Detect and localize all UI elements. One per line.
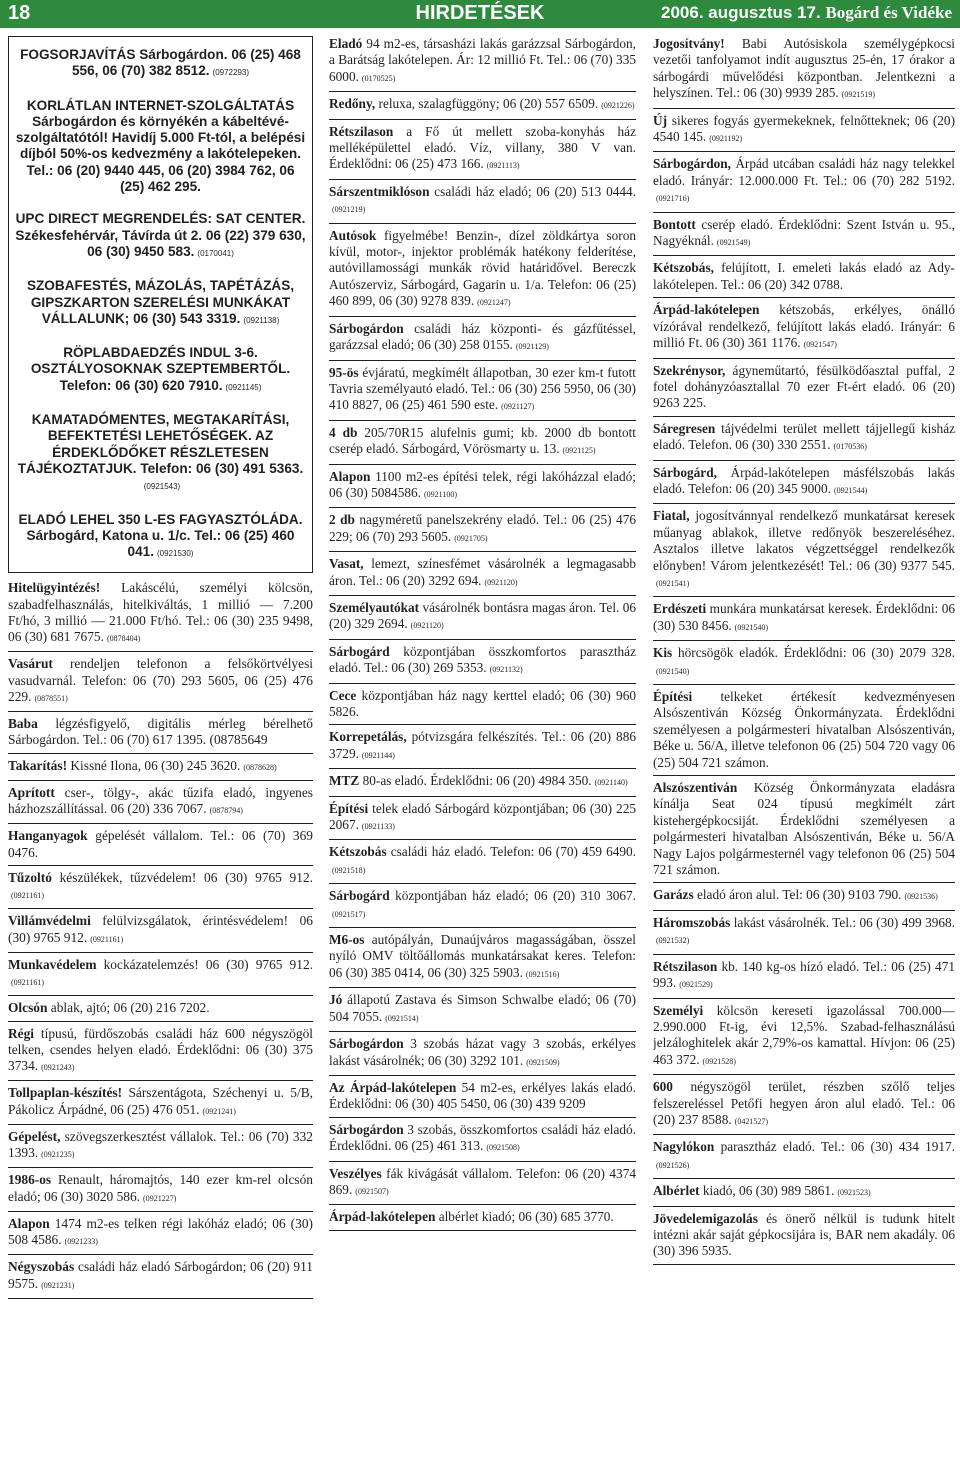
classified-ad <box>329 688 636 726</box>
ad-lead-word: Tűzoltó <box>8 869 52 885</box>
boxed-ad-text: ELADÓ LEHEL 350 L-ES FAGYASZTÓLÁDA. Sárbogárd, Katona u. 1/c. Tel.: 06 (25) 460 041. <box>18 511 303 560</box>
ad-lead-word: Olcsón <box>8 1000 48 1016</box>
column-2-ad-list <box>329 36 636 1231</box>
ad-code: (0170536) <box>833 442 867 452</box>
column-1 <box>8 36 313 1456</box>
ad-lead-word: Takarítás! <box>8 757 68 773</box>
ad-lead-word: 1986-os <box>8 1172 52 1188</box>
classified-ad <box>329 36 636 92</box>
ad-code: (0921532) <box>656 936 690 946</box>
classified-ad <box>8 957 313 997</box>
ad-text: Renault, háromajtós, 140 ezer km-rel olcsón eladó; 06 (30) 3020 586. <box>8 1172 313 1204</box>
ad-code: (0921192) <box>709 134 743 144</box>
ad-code: (0921100) <box>423 489 457 499</box>
ad-code: (0921125) <box>562 446 596 456</box>
ad-lead-word: MTZ <box>329 773 360 789</box>
ad-lead-word: Gépelést, <box>8 1128 61 1144</box>
classified-ad <box>329 1122 636 1162</box>
ad-code: (0921144) <box>361 750 395 760</box>
ad-text: pótvizsgára felkészítés. Tel.: 06 (20) 886 3729. <box>329 729 636 761</box>
ad-code: (0921161) <box>11 978 45 988</box>
ad-lead-word: Vasat, <box>329 556 364 572</box>
classified-ad <box>653 508 955 597</box>
classified-ad <box>653 887 955 910</box>
ad-text: családi ház eladó. Telefon: 06 (70) 459 6490. <box>386 844 636 860</box>
ad-lead-word: Erdészeti <box>653 601 707 617</box>
ad-lead-word: Háromszobás <box>653 914 731 930</box>
classified-ad <box>8 1085 313 1125</box>
ad-lead-word: Aprított <box>8 784 55 800</box>
ad-lead-word: Fiatal, <box>653 508 690 524</box>
classified-ad <box>8 1026 313 1082</box>
ad-code: (0170525) <box>361 73 396 83</box>
classified-ad <box>329 600 636 640</box>
column-2 <box>329 36 636 1456</box>
ad-code: (0921140) <box>594 778 628 788</box>
ad-code: (0921231) <box>41 1280 75 1290</box>
ad-code: (0170041) <box>197 248 234 258</box>
boxed-ads <box>8 36 313 573</box>
ad-lead-word: Eladó <box>329 36 363 51</box>
ad-lead-word: Veszélyes <box>329 1165 382 1181</box>
ad-lead-word: Alapon <box>8 1215 50 1231</box>
classified-ad <box>653 156 955 212</box>
boxed-ad <box>13 345 308 396</box>
ad-lead-word: Vasárut <box>8 656 53 672</box>
ad-code: (0921547) <box>803 340 837 350</box>
ad-lead-word: 4 db <box>329 424 358 440</box>
section-title: HIRDETÉSEK <box>415 2 545 24</box>
ad-code: (0921226) <box>601 101 635 111</box>
ad-code: (0921120) <box>484 577 518 587</box>
ad-code: (0921129) <box>515 342 549 352</box>
ad-text: nagyméretű panelszekrény eladó. Tel.: 06 (25) 476 229; 06 (70) 293 5605. <box>329 512 636 544</box>
ad-code: (0921127) <box>501 402 535 412</box>
ad-code: (0921540) <box>734 622 768 632</box>
ad-lead-word: Szekrénysor, <box>653 362 726 378</box>
ad-text: 205/70R15 alufelnis gumi; kb. 2000 db bontott cserép eladó. Sárbogárd, Vörösmarty u. 13. <box>329 424 636 457</box>
classified-ad <box>653 1183 955 1206</box>
ad-text: felújított, I. emeleti lakás eladó az Ady-lakótelepen. Tel.: 06 (20) 342 0788. <box>653 260 955 292</box>
classified-ad <box>329 96 636 119</box>
ad-text: ágyneműtartó, fésülködőasztal puffal, 2 fotel dohányzóasztallal 70 ezer Ft-ért eladó. 06 (20) 9263 225. <box>653 362 955 411</box>
ad-lead-word: Személyi <box>653 1002 704 1018</box>
ad-text: Árpád utcában családi ház nagy telekkel eladó. Irányár: 12.000.000 Ft. Tel.: 06 (70) 282 5192. <box>653 156 955 188</box>
ad-lead-word: Hanganyagok <box>8 828 88 844</box>
ad-lead-word: Árpád-lakótelepen <box>653 302 760 318</box>
ad-code: (0878794) <box>209 806 243 816</box>
ad-code: (0921544) <box>833 485 868 495</box>
ad-lead-word: Munkavédelem <box>8 956 97 972</box>
classified-ad <box>8 913 313 953</box>
ad-lead-word: Jövedelemigazolás <box>653 1210 758 1226</box>
ad-text: eladó áron alul. Tel: 06 (30) 9103 790. <box>693 887 902 903</box>
ad-code: (0878628) <box>243 762 277 772</box>
ad-text: parasztház eladó. Tel.: 06 (30) 434 1917. <box>714 1139 955 1155</box>
classified-ad <box>8 656 313 712</box>
ad-text: gépelését vállalom. Tel.: 06 (70) 369 0476. <box>8 828 313 860</box>
ad-text: kétszobás, erkélyes, önálló vízórával rendelkező, felújított lakás eladó. Irányár: 6 millió Ft. 06 (30) 361 1176. <box>653 302 955 351</box>
classified-ad <box>8 716 313 754</box>
classified-ad <box>653 689 955 776</box>
classified-ad <box>329 1209 636 1230</box>
ad-text: reluxa, szalagfüggöny; 06 (20) 557 6509. <box>375 96 599 112</box>
ad-lead-word: Új <box>653 112 668 128</box>
classified-ad <box>329 773 636 796</box>
ad-code: (0421527) <box>734 1116 768 1126</box>
ad-lead-word: Rétszilason <box>329 123 394 139</box>
ad-code: (0921517) <box>332 909 366 919</box>
classified-ad <box>653 915 955 955</box>
classified-ad <box>653 260 955 298</box>
ad-code: (0921243) <box>41 1063 75 1073</box>
ad-text: tájvédelmi terület mellett tájjellegű kisház eladó. Telefon. 06 (30) 330 2551. <box>653 420 955 453</box>
ad-code: (0921509) <box>526 1057 560 1067</box>
ad-code: (0921507) <box>355 1186 389 1196</box>
boxed-ad-text: UPC DIRECT MEGRENDELÉS: SAT CENTER. Székesfehérvár, Távírda út 2. 06 (22) 379 630, 06 (30) 9450 583. <box>15 211 306 259</box>
ad-text: Sárszentágota, Széchenyi u. 5/B, Pákolicz Árpádné, 06 (25) 476 051. <box>8 1085 313 1117</box>
ad-lead-word: Redőny, <box>329 96 376 112</box>
ad-lead-word: Régi <box>8 1025 35 1041</box>
classified-ad <box>653 1139 955 1179</box>
ad-text: rendeljen telefonon a felsőkörtvélyesi vasudvarnál. Telefon: 06 (70) 293 5605, 06 (25) 476 229. <box>8 656 313 704</box>
ad-text: légzésfigyelő, digitális mérleg bérelhető Sárbogárdon. Tel.: 06 (70) 617 1395. (08785649 <box>8 716 313 748</box>
ad-code: (0921161) <box>90 934 124 944</box>
ad-code: (0921526) <box>656 1160 690 1170</box>
classified-ad <box>329 844 636 884</box>
ad-text: típusú, fürdőszobás családi ház 600 négyszögöl telken, csendes helyen eladó. Érdeklődni: 06 (30) 375 3734. <box>8 1025 313 1074</box>
ad-code: (0972293) <box>212 68 250 78</box>
ad-text: cserép eladó. Érdeklődni: Szent István u. 95., Nagyéknál. <box>653 216 955 249</box>
ad-code: (0921120) <box>410 621 444 631</box>
classified-ad <box>329 365 636 421</box>
ad-code: (0921233) <box>64 1237 98 1247</box>
ad-lead-word: Sárszentmiklóson <box>329 183 430 199</box>
classified-ad <box>8 1259 313 1299</box>
classified-ad <box>329 801 636 841</box>
ad-lead-word: Garázs <box>653 887 694 903</box>
ad-text: négyszögöl terület, részben szőlő teljes felszereléssel Petőfi hegyen áron alul eladó. Tel.: 06 (20) 237 8588. <box>653 1079 955 1127</box>
ad-text: évjáratú, megkímélt állapotban, 30 ezer km-t futott Tavria személyautó eladó. Tel.: 06 (30) 256 5950, 06 (30) 410 8827, 06 (25) 461 590 este. <box>329 364 636 413</box>
ad-text: Község Önkormányzata eladásra kínálja Seat 024 típusú megkímélt zárt kistehergépkocsiját. Érdeklődni személyesen a polgármesteri hivatalban Alsószentiván, Béke u. 56/A Nagy Lajos polgármesternél vagy telefonon 06 (25) 504 721 számon. <box>653 780 955 878</box>
ad-text: kb. 140 kg-os hízó eladó. Tel.: 06 (25) 471 993. <box>653 958 955 991</box>
ad-lead-word: Kétszobás, <box>653 260 714 276</box>
ad-lead-word: Baba <box>8 716 38 732</box>
ad-lead-word: Kis <box>653 645 673 661</box>
boxed-ad <box>13 278 308 329</box>
ad-text: szövegszerkesztést vállalok. Tel.: 06 (70) 332 1393. <box>8 1128 313 1161</box>
classified-ad <box>8 1129 313 1169</box>
ad-text: jogosítvánnyal rendelkező munkatársat keresek műanyag ablakok, illetve redőnyök beszereléséhez. Asztalos illetve lakatos végzettséggel rendelkezők előnyben! Várom jelentkezését! Tel.: 06 (30) 9377 545. <box>653 508 955 573</box>
ad-code: (0878551) <box>34 693 68 703</box>
ad-text: felülvizsgálatok, érintésvédelem! 06 (30) 9765 912. <box>8 913 313 945</box>
boxed-ad <box>13 98 308 196</box>
classified-ad <box>653 465 955 505</box>
ad-code: (0921543) <box>143 482 181 492</box>
classified-ad <box>653 780 955 883</box>
ad-text: ablak, ajtó; 06 (20) 216 7202. <box>47 1000 210 1016</box>
classified-ad <box>8 870 313 910</box>
classified-ad <box>329 644 636 684</box>
ad-text: lemezt, színesfémet vásárolnék a legmagasabb áron. Tel.: 06 (20) 3292 694. <box>329 556 636 588</box>
ad-code: (0921133) <box>361 822 395 832</box>
ad-text: lakást vásárolnék. Tel.: 06 (30) 499 3968. <box>730 914 955 930</box>
ad-code: (0921241) <box>202 1106 236 1116</box>
ad-text: központjában ház nagy kerttel eladó; 06 (30) 960 5826. <box>329 687 636 719</box>
classified-ad <box>8 1000 313 1021</box>
issue-date: 2006. augusztus 17. <box>661 3 821 22</box>
classified-ad <box>653 421 955 461</box>
ad-text: telek eladó Sárbogárd központjában; 06 (30) 225 2067. <box>329 800 636 833</box>
classified-ad <box>653 1211 955 1265</box>
ad-code: (0921247) <box>477 298 511 308</box>
ad-text: családi ház központi- és gázfűtéssel, garázzsal eladó; 06 (30) 258 0155. <box>329 320 636 353</box>
classified-ad <box>329 512 636 552</box>
boxed-ad <box>13 211 308 262</box>
ad-lead-word: Építési <box>653 689 693 704</box>
ad-text: központjában összkomfortos parasztház eladó. Tel.: 06 (30) 269 5353. <box>329 643 636 676</box>
ad-text: családi ház eladó; 06 (20) 513 0444. <box>429 183 636 199</box>
ad-code: (0921227) <box>143 1193 177 1203</box>
ad-lead-word: Hitelügyintézés! <box>8 580 101 596</box>
boxed-ad <box>13 512 308 563</box>
ad-text: 3 szobás, összkomfortos családi ház eladó. Érdeklődni. 06 (25) 461 313. <box>329 1121 636 1154</box>
classified-ad <box>329 1166 636 1206</box>
classified-ad <box>329 729 636 769</box>
ad-text: 1100 m2-es építési telek, régi lakóházzal eladó; 06 (30) 5084586. <box>329 468 636 500</box>
ad-code: (0921529) <box>679 980 713 990</box>
classified-ad <box>329 1036 636 1076</box>
ad-lead-word: Jogosítvány! <box>653 36 725 51</box>
ad-lead-word: Sárbogárdon <box>329 1121 404 1137</box>
ad-lead-word: Autósok <box>329 227 377 243</box>
ad-code: (0878404) <box>106 634 141 644</box>
ad-text: vásárolnék bontásra magas áron. Tel. 06 (20) 329 2694. <box>329 599 636 632</box>
ad-text: Lakáscélú, személyi kölcsön, szabadfelhasználás, hitelkiváltás, 1 millió — 7.200 Ft/hó, 3 millió — 21.000 Ft/hó. Tel.: 06 (30) 235 9498, 06 (30) 681 7675. <box>8 580 313 645</box>
boxed-ad-text: SZOBAFESTÉS, MÁZOLÁS, TAPÉTÁZÁS, GIPSZKARTON SZERELÉSI MUNKÁKAT VÁLLALUNK; 06 (30) 543 3319. <box>26 278 295 326</box>
ad-lead-word: Rétszilason <box>653 958 718 974</box>
ad-code: (0921508) <box>486 1143 520 1153</box>
ad-lead-word: M6-os <box>329 932 365 948</box>
ad-lead-word: Sárbogárd, <box>653 464 717 480</box>
classified-ad <box>329 932 636 988</box>
classified-ad <box>329 1080 636 1118</box>
classified-ad <box>329 124 636 180</box>
boxed-ad-text: KORLÁTLAN INTERNET-SZOLGÁLTATÁS Sárbogárdon és környékén a kábeltévé-szolgáltatótól! Havidíj 5.000 Ft-tól, a belépési díjból 50%-os kedvezmény a lakótelepeken. Tel.: 06 (20) 9440 445, 06 (20) 3984 762, 06 (25) 462 295. <box>15 97 306 195</box>
classified-ad <box>653 601 955 641</box>
classified-ad <box>653 363 955 417</box>
classified-ad <box>8 1172 313 1212</box>
ad-lead-word: 95-ös <box>329 364 359 380</box>
classified-ad <box>8 580 313 652</box>
ad-code: (0921705) <box>454 533 488 543</box>
ad-lead-word: Négyszobás <box>8 1259 75 1275</box>
classified-ad <box>653 1003 955 1076</box>
ad-code: (0921549) <box>716 238 751 248</box>
ad-lead-word: Sárbogárdon, <box>653 156 731 172</box>
ad-lead-word: 600 <box>653 1079 673 1095</box>
classified-ad <box>653 36 955 109</box>
classified-ad <box>329 888 636 928</box>
ad-code: (0921528) <box>702 1056 736 1066</box>
ad-lead-word: Sárbogárd <box>329 888 390 904</box>
ad-code: (0921219) <box>332 205 366 215</box>
ad-text: kockázatelemzés! 06 (30) 9765 912. <box>96 956 313 972</box>
ad-lead-word: Személyautókat <box>329 599 420 615</box>
ad-text: kiadó, 06 (30) 989 5861. <box>699 1183 835 1199</box>
ad-lead-word: Sárbogárd <box>329 643 390 659</box>
column-1-ad-list <box>8 580 313 1299</box>
ad-lead-word: Kétszobás <box>329 844 387 860</box>
ad-lead-word: Alszószentiván <box>653 780 738 796</box>
ad-text: figyelmébe! Benzin-, dízel zöldkártya soron kívül, motor-, injektor problémák hatékony felderítése, autóvillamossági munkák rövid határidővel. Bereczk Autószerviz, Sárbogárd, Gagarin u. 1/a. Telefon: 06 (25) 460 899, 06 (30) 9278 839. <box>329 227 636 309</box>
classified-ad <box>329 228 636 317</box>
ad-code: (0921113) <box>486 161 520 171</box>
ad-text: állapotú Zastava és Simson Schwalbe eladó; 06 (70) 504 7055. <box>329 992 636 1024</box>
ad-lead-word: Nagylókon <box>653 1139 715 1155</box>
boxed-ad-text: KAMATADÓMENTES, MEGTAKARÍTÁSI, BEFEKTETÉSI LEHETŐSÉGEK. AZ ÉRDEKLŐDŐKET RÉSZLETESEN TÁJÉKOZTATJUK. Telefon: 06 (30) 491 5363. <box>17 412 304 476</box>
ad-lead-word: Alapon <box>329 468 371 484</box>
ad-text: albérlet kiadó; 06 (30) 685 3770. <box>435 1209 614 1225</box>
ad-text: 54 m2-es, erkélyes lakás eladó. Érdeklődni: 06 (30) 405 5450, 06 (30) 439 9209 <box>329 1079 636 1112</box>
ad-lead-word: Korrepetálás, <box>329 729 407 745</box>
boxed-ad-text: FOGSORJAVÍTÁS Sárbogárdon. 06 (25) 468 556, 06 (70) 382 8512. <box>20 47 301 79</box>
classified-ad <box>329 556 636 596</box>
ad-text: készülékek, tűzvédelem! 06 (30) 9765 912. <box>51 869 313 885</box>
ad-code: (0921716) <box>656 194 690 204</box>
classified-ad <box>329 425 636 465</box>
ad-lead-word: Sárbogárdon <box>329 320 404 336</box>
ad-lead-word: Sáregresen <box>653 420 716 436</box>
page-number: 18 <box>8 2 31 24</box>
ad-code: (0921518) <box>332 865 366 875</box>
paper-name: Bogárd és Vidéke <box>825 3 952 22</box>
ad-code: (0921132) <box>489 665 523 675</box>
ad-code: (0921138) <box>243 315 280 325</box>
ad-lead-word: 2 db <box>329 512 355 528</box>
issue-date-and-paper <box>661 3 952 23</box>
ad-lead-word: Sárbogárdon <box>329 1036 404 1052</box>
ad-text: munkára munkatársat keresek. Érdeklődni: 06 (30) 530 8456. <box>653 601 955 633</box>
ad-text: a Fő út mellett szoba-konyhás ház melléképülettel eladó. Víz, villany, 380 V van. Érdeklődni: 06 (25) 473 166. <box>329 123 636 172</box>
ad-text: 94 m2-es, társasházi lakás garázzsal Sárbogárdon, a Barátság lakótelepen. Ár: 12 millió Ft. Tel.: 06 (70) 335 6000. <box>329 36 636 84</box>
ad-lead-word: Bontott <box>653 216 696 232</box>
classified-ad <box>8 828 313 866</box>
ad-text: 80-as eladó. Érdeklődni: 06 (20) 4984 350. <box>359 773 592 789</box>
classified-ad <box>329 992 636 1032</box>
ad-text: Babi Autósiskola személygépkocsi vezetői tanfolyamot indít augusztus 25-én, 17 órakor a sárbogárdi művelődési központban. Jelentkezni a helyszínen. Tel.: 06 (30) 9939 285. <box>653 36 955 101</box>
classified-ad <box>8 758 313 781</box>
ad-code: (0921519) <box>841 90 876 100</box>
ad-lead-word: Villámvédelmi <box>8 913 91 929</box>
ad-text: központjában ház eladó; 06 (20) 310 3067. <box>389 888 636 904</box>
classified-ad <box>653 302 955 358</box>
boxed-ad <box>13 412 308 495</box>
ad-text: 3 szobás házat vagy 3 szobás, erkélyes lakást vásárolnék; 06 (30) 3292 101. <box>329 1036 636 1068</box>
ad-lead-word: Építési <box>329 800 369 816</box>
classified-ad <box>653 959 955 999</box>
classified-ad <box>329 469 636 509</box>
ad-text: családi ház eladó Sárbogárdon; 06 (20) 911 9575. <box>8 1259 313 1291</box>
ad-text: cser-, tölgy-, akác tűzifa eladó, ingyenes házhozszállítással. 06 (20) 336 7067. <box>8 784 313 817</box>
ad-lead-word: Tollpaplan-készítés! <box>8 1085 123 1101</box>
ad-lead-word: Albérlet <box>653 1183 700 1199</box>
ad-code: (0921161) <box>11 891 45 901</box>
classified-ad <box>653 645 955 685</box>
boxed-ad <box>13 47 308 82</box>
ad-text: hörcsögök eladók. Érdeklődni: 06 (30) 2079 328. <box>672 645 955 661</box>
ad-code: (0921514) <box>385 1013 419 1023</box>
ad-text: 1474 m2-es telken régi lakóház eladó; 06 (30) 508 4586. <box>8 1215 313 1248</box>
ad-code: (0921523) <box>837 1188 871 1198</box>
ad-code: (0921540) <box>656 666 690 676</box>
ad-text: Árpád-lakótelepen másfélszobás lakás eladó. Telefon: 06 (20) 345 9000. <box>653 464 955 496</box>
classified-ad <box>653 217 955 257</box>
ad-text: sikeres fogyás gyermekeknek, felnőtteknek; 06 (20) 4540 145. <box>653 112 955 145</box>
ad-text: és önerő nélkül is tudunk hitelt intézni akár saját gépkocsijára is, BAR nem akadály. 06 (30) 396 5935. <box>653 1210 955 1259</box>
ad-lead-word: Az Árpád-lakótelepen <box>329 1079 457 1095</box>
ad-lead-word: Cece <box>329 687 357 703</box>
column-3-ad-list <box>653 36 955 1265</box>
ad-code: (0921516) <box>525 969 560 979</box>
classified-ad <box>8 785 313 825</box>
page-header <box>0 0 960 28</box>
ad-text: telkeket értékesít kedvezményesen Alsószentiván Község Önkormányzata. Érdeklődni személyesen a polgármesteri hivatalban Alsószentiván, Béke u. 56/A, illetve telefonon 06 (25) 504 720 vagy 06 (25) 504 721 számon. <box>653 689 955 770</box>
classified-ad <box>329 184 636 224</box>
ad-lead-word: Jó <box>329 992 343 1008</box>
ad-text: Kissné Ilona, 06 (30) 245 3620. <box>67 757 241 773</box>
ad-text: fák kivágását vállalom. Telefon: 06 (20) 4374 869. <box>329 1165 636 1197</box>
ad-code: (0921145) <box>225 382 262 392</box>
ad-text: autópályán, Dunaújváros magasságában, összel nyíló OMV töltőállomás munkatársakat keres. Telefon: 06 (30) 385 0414, 06 (30) 325 5903. <box>329 932 636 980</box>
ad-lead-word: Árpád-lakótelepen <box>329 1209 436 1225</box>
boxed-ad-text: RÖPLABDAEDZÉS INDUL 3-6. OSZTÁLYOSOKNAK SZEPTEMBERTŐL. Telefon: 06 (30) 620 7910. <box>30 345 291 393</box>
ad-code: (0921530) <box>156 549 194 559</box>
ad-code: (0921536) <box>904 892 938 902</box>
column-3 <box>653 36 955 1456</box>
classified-ad <box>653 1079 955 1135</box>
classified-ad <box>329 321 636 361</box>
classified-ad <box>653 113 955 153</box>
ad-code: (0921235) <box>41 1150 75 1160</box>
classified-ad <box>8 1216 313 1256</box>
ad-text: kölcsön kereseti igazolással 700.000—2.990.000 Ft-ig, évi 12,5%. Szabad-felhasználású jelzáloghitelek akár 2,79%-os kamattal. Hívjon: 06 (25) 463 372. <box>653 1002 955 1067</box>
ad-code: (0921541) <box>656 578 690 588</box>
